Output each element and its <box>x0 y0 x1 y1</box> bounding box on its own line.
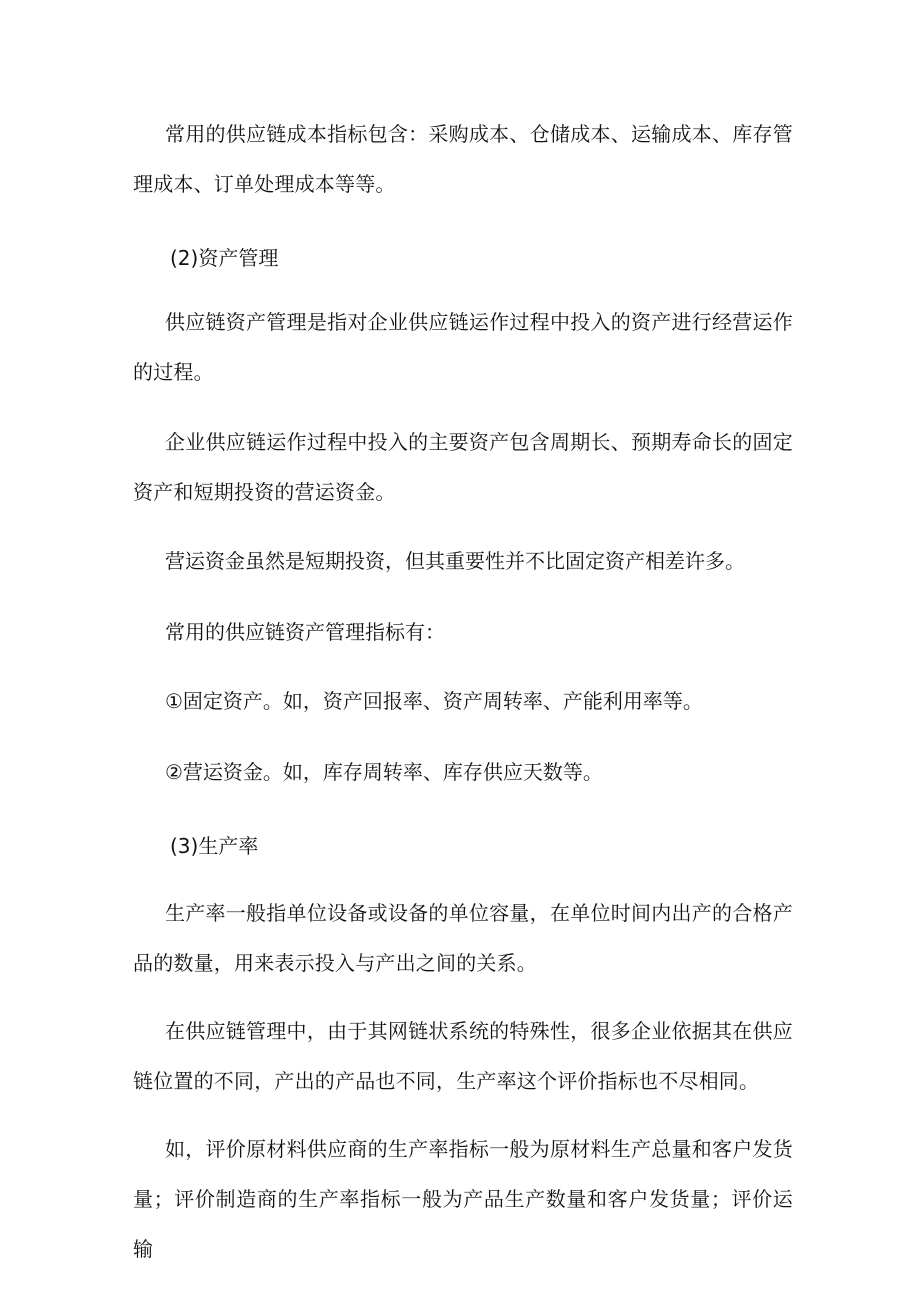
paragraph-working-capital: 营运资金虽然是短期投资，但其重要性并不比固定资产相差许多。 <box>165 549 745 573</box>
section-heading-asset-management: (2)资产管理 <box>170 246 279 270</box>
paragraph-supply-chain-position: 在供应链管理中，由于其网链状系统的特殊性，很多企业依据其在供应链位置的不同，产出的产品也不同，生产率这个评价指标也不尽相同。 <box>133 1019 793 1093</box>
section-heading-productivity: (3)生产率 <box>170 834 259 858</box>
list-item-working-capital: ②营运资金。如，库存周转率、库存供应天数等。 <box>165 760 603 784</box>
paragraph-productivity-examples: 如，评价原材料供应商的生产率指标一般为原材料生产总量和客户发货量；评价制造商的生产率指标一般为产品生产数量和客户发货量；评价运输 <box>133 1137 793 1261</box>
paragraph-productivity-definition: 生产率一般指单位设备或设备的单位容量，在单位时间内出产的合格产品的数量，用来表示投入与产出之间的关系。 <box>133 901 793 975</box>
paragraph-asset-indicators-intro: 常用的供应链资产管理指标有： <box>165 620 445 644</box>
paragraph-supply-chain-cost-indicators: 常用的供应链成本指标包含：采购成本、仓储成本、运输成本、库存管理成本、订单处理成本等等。 <box>133 122 793 196</box>
paragraph-asset-management-definition: 供应链资产管理是指对企业供应链运作过程中投入的资产进行经营运作的过程。 <box>133 310 793 384</box>
list-item-fixed-assets: ①固定资产。如，资产回报率、资产周转率、产能利用率等。 <box>165 689 703 713</box>
paragraph-main-assets: 企业供应链运作过程中投入的主要资产包含周期长、预期寿命长的固定资产和短期投资的营运资金。 <box>133 430 793 504</box>
